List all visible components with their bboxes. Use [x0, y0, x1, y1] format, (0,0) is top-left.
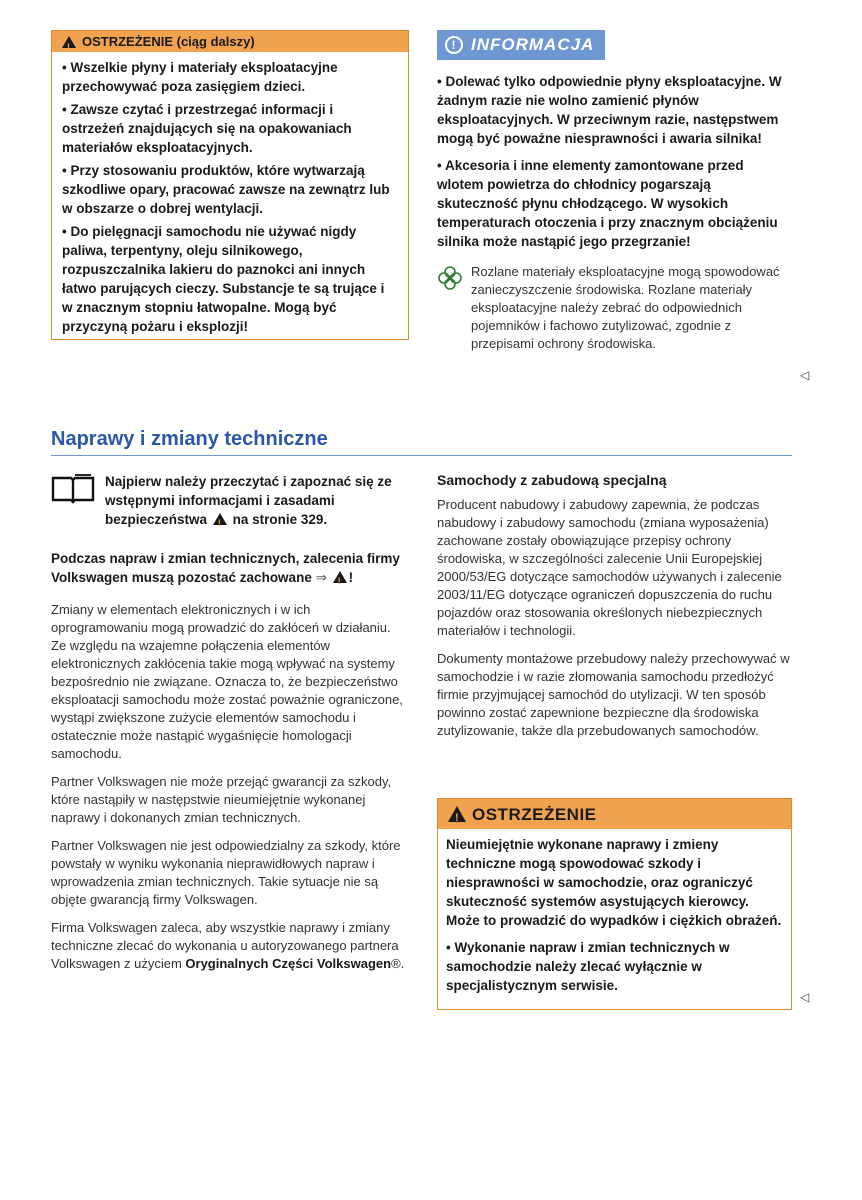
warning-text: Nieumiejętnie wykonane naprawy i zmieny techniczne mogą spowodować szkody i niesprawności w samochodzie, oraz ograniczyć skuteczność systemów asystujących kierowcy. Może to prowadzić do wypadków i ciężkich obrażeń. [446, 837, 782, 928]
reference-arrow: ⇒ [315, 570, 327, 585]
end-marker: ◁ [800, 990, 810, 1004]
info-box [437, 30, 792, 353]
info-circle-icon: ! [445, 36, 463, 54]
paragraph-text: Firma Volkswagen zaleca, aby wszystkie naprawy i zmiany techniczne zlecać do wykonania u autoryzowanego partnera Volkswagen z użyciem [51, 920, 399, 971]
warning-item: • Zawsze czytać i przestrzegać informacji i ostrzeżeń znajdujących się na opakowaniach materiałów eksploatacyjnych. [62, 102, 352, 155]
info-item: • Dolewać tylko odpowiednie płyny eksploatacyjne. W żadnym razie nie wolno zamienić płynów eksploatacyjnych. W przeciwnym razie, następstwem mogą być poważne niesprawności i awaria silnika! [437, 74, 782, 146]
registered-mark: ®. [391, 956, 405, 971]
section-divider [51, 455, 792, 456]
warning-triangle-icon [448, 806, 466, 822]
end-marker: ◁ [800, 368, 810, 382]
warning-title: OSTRZEŻENIE [472, 804, 597, 824]
warning-continued-header [52, 31, 408, 52]
warning-item: • Przy stosowaniu produktów, które wytwarzają szkodliwe opary, pracować zawsze na zewnątrz lub w obszarze o dobrej wentylacji. [62, 163, 390, 216]
warning-continued-title: OSTRZEŻENIE (ciąg dalszy) [82, 34, 255, 49]
open-book-icon [51, 472, 95, 504]
intro-text: Najpierw należy przeczytać i zapoznać się ze wstępnymi informacjami i zasadami bezpieczeństwa [105, 474, 392, 527]
special-vehicles-heading: Samochody z zabudową specjalną [437, 472, 667, 488]
right-column [437, 472, 792, 750]
info-title: INFORMACJA [471, 35, 595, 54]
intro-page-ref: na stronie 329. [232, 512, 328, 527]
paragraph: Producent nabudowy i zabudowy zapewnia, że podczas nabudowy i zabudowy samochodu (zmiana wyposażenia) zachowane zostały obowiązujące przepisy ochrony środowiska, w szczególności zalecenie Unii Europejskiej 2000/53/EG dotyczące samochodów używanych i zalecenie 2003/11/EG dotyczące ograniczeń dopuszczenia do ruchu pojazdów oraz stosowania określonych niebezpiecznych materiałów i technologii. [437, 497, 782, 638]
warning-item: • Wykonanie napraw i zmian technicznych w samochodzie należy zlecać wyłącznie w specjalistycznym serwisie. [446, 940, 730, 993]
warning-triangle-icon [62, 36, 76, 48]
environment-flower-icon [437, 265, 463, 291]
oem-parts-label: Oryginalnych Części Volkswagen [185, 956, 392, 971]
warning-continued-box [51, 30, 409, 340]
warning-header [438, 799, 791, 829]
warning-item: • Wszelkie płyny i materiały eksploatacyjne przechowywać poza zasięgiem dzieci. [62, 60, 338, 94]
warning-triangle-icon [333, 571, 347, 583]
paragraph: Partner Volkswagen nie jest odpowiedzialny za szkody, które powstały w wyniku wykonania nieprawidłowych napraw i wprowadzenia zmian technicznych. Takie sytuacje nie są objęte gwarancją firmy Volkswagen. [51, 838, 401, 907]
warning-box [437, 798, 792, 1010]
paragraph: Zmiany w elementach elektronicznych i w ich oprogramowaniu mogą prowadzić do zakłóceń w działaniu. Ze względu na wzajemne połączenia elementów elektronicznych zakłócenia takie mogą wpływać na systemy bezpośrednio nie związane. Oznacza to, że bezpieczeństwo eksploatacji samochodu może zostać poważnie ograniczone, wystąpi zwiększone zużycie elementów samochodu i ostatecznie może nastąpić wygaśnięcie homologacji samochodu. [51, 602, 403, 761]
paragraph: Dokumenty montażowe przebudowy należy przechowywać w samochodzie i w razie złomowania samochodu przedłożyć firmie przyjmującej samochód do utylizacji. W ten sposób powinno zostać zapewnione bezpieczne dla środowiska zutylizowanie, także dla przebudowanych samochodów. [437, 651, 790, 738]
paragraph: Partner Volkswagen nie może przejąć gwarancji za szkody, które nastąpiły w następstwie nieumiejętnie wykonanej naprawy i dokonanych zmian technicznych. [51, 774, 392, 825]
warning-triangle-icon [213, 513, 227, 525]
info-header [437, 30, 605, 60]
repairs-heading: Podczas napraw i zmian technicznych, zalecenia firmy Volkswagen muszą pozostać zachowane [51, 551, 400, 585]
section-title: Naprawy i zmiany techniczne [51, 428, 328, 450]
info-item: • Akcesoria i inne elementy zamontowane przed wlotem powietrza do chłodnicy pogarszają skuteczność płynu chłodzącego. W wysokich temperaturach otoczenia i przy znacznym obciążeniu silnika może nastąpić jego przegrzanie! [437, 158, 778, 249]
environment-note: Rozlane materiały eksploatacyjne mogą spowodować zanieczyszczenie środowiska. Rozlane materiały eksploatacyjne należy zebrać do odpowiednich pojemników i fachowo zutylizować, zgodnie z przepisami ochrony środowiska. [471, 264, 780, 351]
warning-item: • Do pielęgnacji samochodu nie używać nigdy paliwa, terpentyny, oleju silnikowego, rozpuszczalnika lakieru do paznokci ani innych łatwo parujących cieczy. Substancje te są trujące i w znacznym stopniu łatwopalne. Mogą być przyczyną pożaru i eksplozji! [62, 224, 385, 334]
paragraph-oem-parts [51, 919, 409, 973]
left-column: Najpierw należy przeczytać i zapoznać się ze wstępnymi informacjami i zasadami bezpieczeństwa ! na stronie 329. Podczas napraw i zmian technicznych, zalecenia firmy Volkswagen muszą pozostać zachowane ⇒ ! ! Zmiany w elementach elektronicznych i w ich oprogramowaniu mogą prowadzić do zakłóceń w działaniu. Ze względu na wzajemne połączenia elementów elektronicznych zakłócenia takie mogą wpływać na systemy bezpośrednio nie związane. Oznacza to, że bezpieczeństwo eksploatacji samochodu może zostać poważnie ograniczone, wystąpi zwiększone zużycie elementów samochodu i ostatecznie może nastąpić wygaśnięcie homologacji samochodu. Partner Volkswagen nie może przejąć gwarancji za szkody, które nastąpiły w następstwie nieumiejętnie wykonanej naprawy i dokonanych zmian technicznych. Partner Volkswagen nie jest odpowiedzialny za szkody, które powstały w wyniku wykonania nieprawidłowych napraw i wprowadzenia zmian technicznych. Takie sytuacje nie są objęte gwarancją firmy Volkswagen. Firma Volkswagen zaleca, aby wszystkie naprawy i zmiany techniczne zlecać do wykonania u autoryzowanego partnera Volkswagen z użyciem Oryginalnych Części Volkswagen®. [51, 472, 409, 983]
